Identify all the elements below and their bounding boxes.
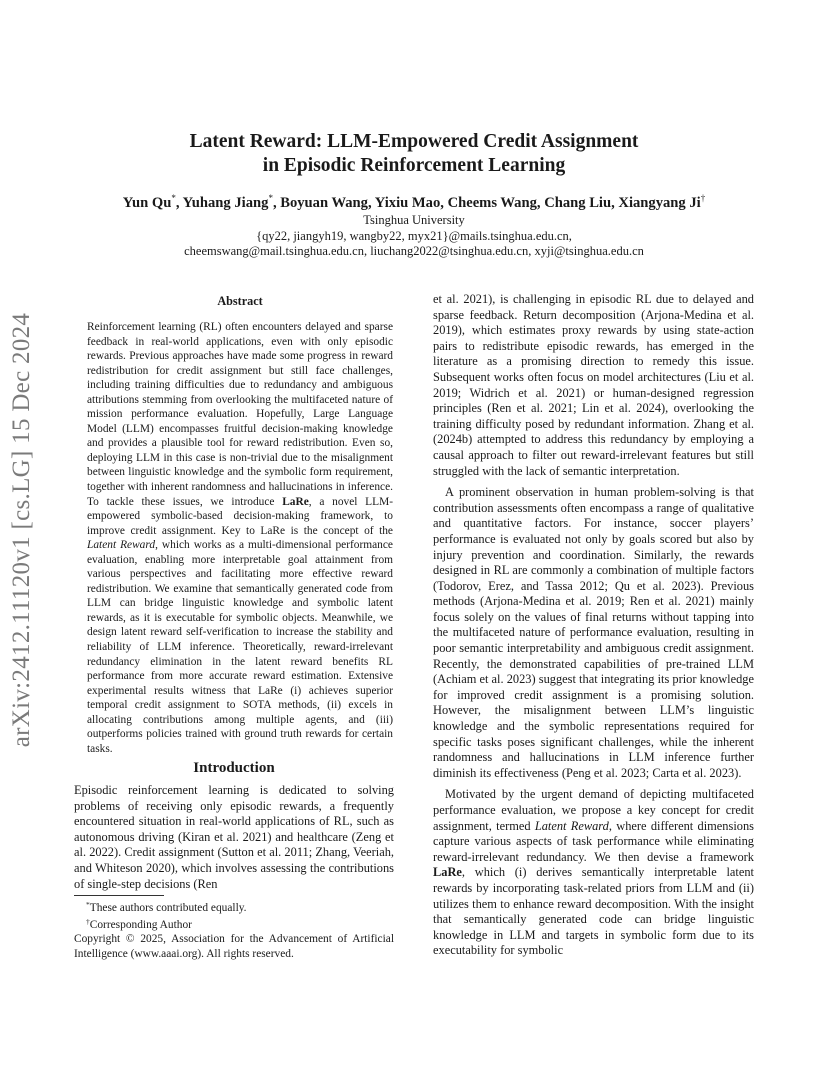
copyright-notice: Copyright © 2025, Association for the Advancement of Artificial Intelligence (www.aaai.org). All rights reserved.: [74, 933, 394, 960]
author-name: , Yuhang Jiang: [175, 195, 269, 211]
abstract-body: [87, 320, 393, 756]
author-list: [0, 187, 828, 214]
right-column: [433, 292, 754, 959]
footnote-corresponding: †Corresponding Author: [86, 917, 192, 932]
corresponding-author-mark: †: [700, 193, 706, 203]
introduction-body: [74, 783, 394, 892]
footnote-equal-contribution: *These authors contributed equally.: [86, 900, 247, 914]
right-paragraph-1: et al. 2021), is challenging in episodic RL due to delayed and sparse feedback. Return decomposition (Arjona-Medina et al. 2019), which estimates proxy rewards by using state-action pairs to redistribute episodic rewards, has emerged in the literature as a promising direction to remedy this issue. Subsequent works often focus on model architectures (Liu et al. 2019; Widrich et al. 2021) or human-designed regression principles (Ren et al. 2021; Lin et al. 2024), overlooking the training difficulty posed by redundant information. Zhang et al. (2024b) attempted to address this redundancy by employing a causal approach to filter out reward-irrelevant features but still struggled with the lack of semantic interpretation.: [433, 292, 754, 478]
footnotes: [74, 898, 394, 961]
arxiv-identifier: arXiv:2412.11120v1 [cs.LG] 15 Dec 2024: [8, 312, 35, 748]
method-name: LaRe: [282, 495, 309, 508]
paper-title: [0, 130, 828, 178]
title-line-2: in Episodic Reinforcement Learning: [262, 155, 566, 176]
intro-paragraph-1: Episodic reinforcement learning is dedicated to solving problems of receiving only episodic rewards, a frequently encountered situation in real-world applications of RL, such as autonomous driving (Kiran et al. 2021) and healthcare (Zeng et al. 2022). Credit assignment (Sutton et al. 2011; Zhang, Veeriah, and Whiteson 2020), which involves assessing the contributions of single-step decisions (Ren: [74, 783, 394, 891]
equal-contribution-mark: *: [171, 193, 176, 203]
affiliation-block: [0, 213, 828, 260]
title-line-1: Latent Reward: LLM-Empowered Credit Assignment: [189, 131, 639, 152]
abstract-text: Reinforcement learning (RL) often encounters delayed and sparse feedback in real-world applications, even with only episodic rewards. Previous approaches have made some progress in reward redistribution for credit assignment but still face challenges, including training difficulties due to redundancy and ambiguous attributions stemming from overlooking the multifaceted nature of mission performance evaluation. Hopefully, Large Language Model (LLM) encompasses fruitful decision-making knowledge and provides a plausible tool for reward redistribution. Even so, deploying LLM in this case is non-trivial due to the misalignment between linguistic knowledge and the symbolic form requirement, together with inherent randomness and hallucinations in inference. To tackle these issues, we introduce LaRe, a novel LLM-empowered symbolic-based decision-making framework, to improve credit assignment. Key to LaRe is the concept of the Latent Reward, which works as a multi-dimensional performance evaluation, enabling more interpretable goal attainment from various perspectives and facilitating more effective reward redistribution. We examine that semantically generated code from LLM can bridge linguistic knowledge and symbolic latent rewards, as it is executable for symbolic objects. Meanwhile, we design latent reward self-verification to increase the stability and reliability of LLM inference. Theoretically, reward-irrelevant redundancy elimination in the latent reward benefits RL performance from more accurate reward estimation. Extensive experimental results witness that LaRe (i) achieves superior temporal credit assignment to SOTA methods, (ii) excels in allocating contributions among multiple agents, and (iii) outperforms policies trained with ground truth rewards for certain tasks.: [87, 321, 393, 755]
email-line-2: cheemswang@mail.tsinghua.edu.cn, liuchang2022@tsinghua.edu.cn, xyji@tsinghua.edu.cn: [184, 244, 644, 259]
author-name: Yun Qu: [122, 195, 172, 211]
equal-contribution-mark: *: [268, 193, 273, 203]
author-names-rest: , Boyuan Wang, Yixiu Mao, Cheems Wang, Chang Liu, Xiangyang Ji: [272, 195, 701, 211]
abstract-heading: Abstract: [217, 294, 263, 308]
key-concept: Latent Reward: [534, 818, 609, 833]
right-paragraph-2: A prominent observation in human problem-solving is that contribution assessments often encompass a range of qualitative and quantitative factors. For instance, soccer players’ performance is evaluated not only by goals scored but also by injury prevention and coordination. Similarly, the rewards designed in RL are commonly a combination of multiple factors (Todorov, Erez, and Tassa 2012; Qu et al. 2023). Previous methods (Arjona-Medina et al. 2019; Ren et al. 2021) mainly focus solely on the values of final returns without tapping into the multifaceted nature of performance evaluation, resulting in poor semantic interpretability and ambiguous credit assignment. Recently, the demonstrated capabilities of pre-trained LLM (Achiam et al. 2023) suggest that integrating its prior knowledge for improved credit assignment is a promising solution. However, the misalignment between LLM’s linguistic knowledge and the symbolic representations required for specific tasks poses significant challenges, while the inherent randomness and hallucinations in LLM inference further diminish its effectiveness (Peng et al. 2023; Carta et al. 2023).: [433, 485, 754, 780]
email-line-1: {qy22, jiangyh19, wangby22, myx21}@mails.tsinghua.edu.cn,: [256, 228, 572, 243]
footnote-divider: [74, 895, 164, 896]
key-concept: Latent Reward: [87, 539, 156, 552]
institution: Tsinghua University: [363, 213, 465, 227]
right-paragraph-3: Motivated by the urgent demand of depicting multifaceted performance evaluation, we propose a key concept for credit assignment, termed Latent Reward, where different dimensions capture various aspects of task performance while eliminating reward-irrelevant redundancy. We then devise a framework LaRe, which (i) derives semantically interpretable latent rewards by incorporating task-related priors from LLM and (ii) utilizes them to enhance reward decomposition. With the insight that semantically generated code can bridge linguistic knowledge in LLM and targets in symbolic form due to its executability for symbolic: [433, 787, 754, 958]
method-name: LaRe: [433, 865, 462, 880]
introduction-heading: Introduction: [193, 760, 275, 776]
